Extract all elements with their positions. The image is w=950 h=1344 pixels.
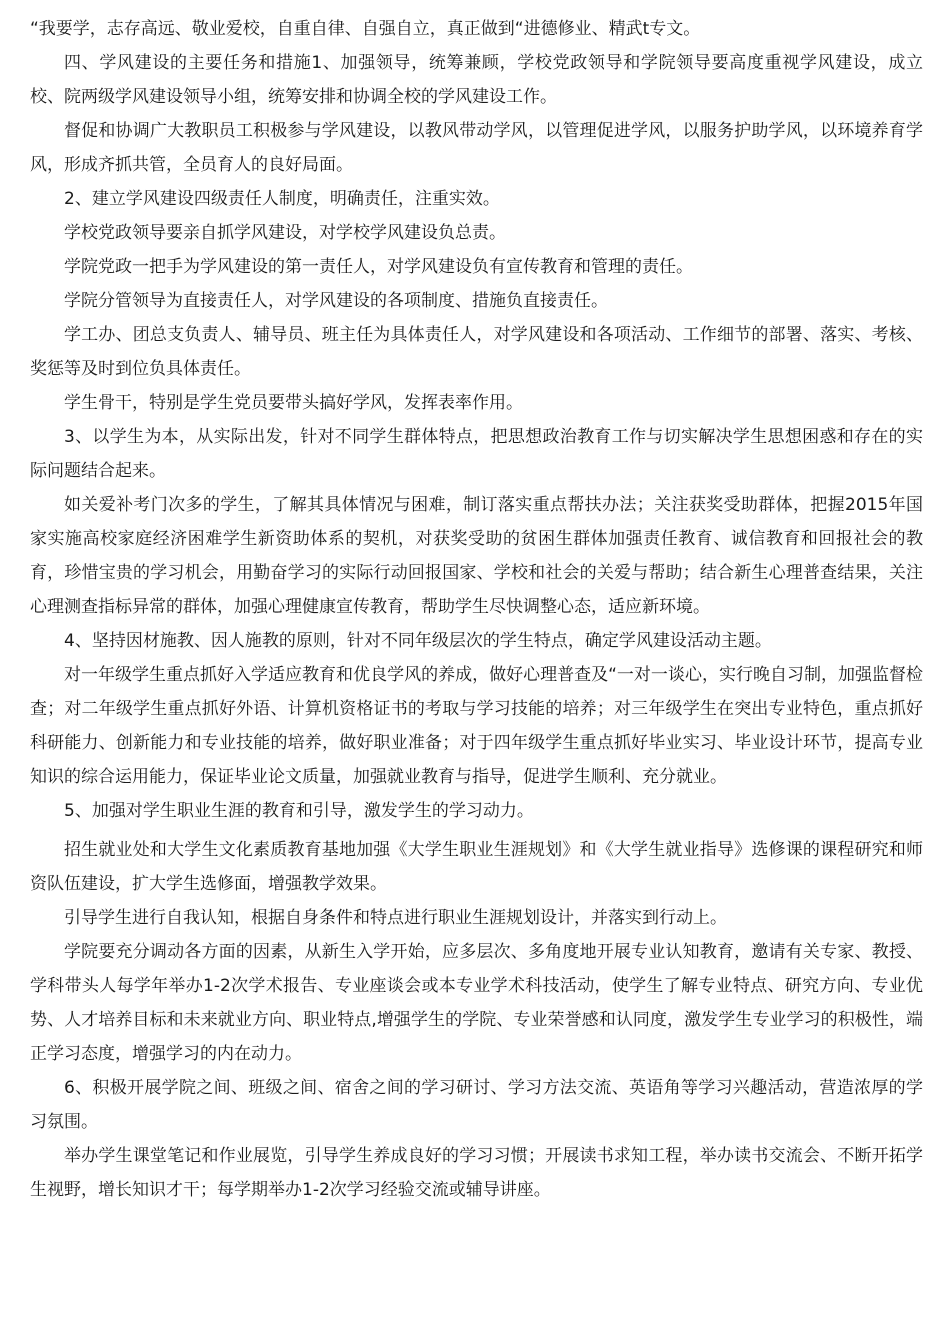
paragraph-16: 引导学生进行自我认知，根据自身条件和特点进行职业生涯规划设计，并落实到行动上。 — [64, 908, 727, 928]
paragraph-11: 如关爱补考门次多的学生，了解其具体情况与困难，制订落实重点帮扶办法；关注获奖受助群体，把握2015年国家实施高校家庭经济困难学生新资助体系的契机，对获奖受助的贫困生群体加强责任教育、诚信教育和回报社会的教育，珍惜宝贵的学习机会，用勤奋学习的实际行动回报国家、学校和社会的关爱与帮助；结合新生心理普查结果，关注心理测查指标异常的群体，加强心理健康宣传教育，帮助学生尽快调整心态，适应新环境。 — [30, 495, 923, 617]
paragraph-9: 学生骨干，特别是学生党员要带头搞好学风，发挥表率作用。 — [64, 393, 523, 413]
paragraph-2: 四、学风建设的主要任务和措施1、加强领导，统筹兼顾，学校党政领导和学院领导要高度重视学风建设，成立校、院两级学风建设领导小组，统筹安排和协调全校的学风建设工作。 — [30, 53, 923, 107]
paragraph-8: 学工办、团总支负责人、辅导员、班主任为具体责任人，对学风建设和各项活动、工作细节的部署、落实、考核、奖惩等及时到位负具体责任。 — [30, 325, 923, 379]
paragraph-5: 学校党政领导要亲自抓学风建设，对学校学风建设负总责。 — [64, 223, 506, 243]
paragraph-17: 学院要充分调动各方面的因素，从新生入学开始，应多层次、多角度地开展专业认知教育，邀请有关专家、教授、学科带头人每学年举办1-2次学术报告、专业座谈会或本专业学术科技活动，使学生了解专业特点、研究方向、专业优势、人才培养目标和未来就业方向、职业特点,增强学生的学院、专业荣誉感和认同度，激发学生专业学习的积极性，端正学习态度，增强学习的内在动力。 — [30, 942, 923, 1064]
paragraph-4: 2、建立学风建设四级责任人制度，明确责任，注重实效。 — [64, 189, 500, 209]
paragraph-13: 对一年级学生重点抓好入学适应教育和优良学风的养成，做好心理普查及“一对一谈心，实行晚自习制，加强监督检查；对二年级学生重点抓好外语、计算机资格证书的考取与学习技能的培养；对三年级学生在突出专业特色，重点抓好科研能力、创新能力和专业技能的培养，做好职业准备；对于四年级学生重点抓好毕业实习、毕业设计环节，提高专业知识的综合运用能力，保证毕业论文质量，加强就业教育与指导，促进学生顺利、充分就业。 — [30, 665, 923, 787]
paragraph-15: 招生就业处和大学生文化素质教育基地加强《大学生职业生涯规划》和《大学生就业指导》选修课的课程研究和师资队伍建设，扩大学生选修面，增强教学效果。 — [30, 840, 923, 894]
paragraph-7: 学院分管领导为直接责任人，对学风建设的各项制度、措施负直接责任。 — [64, 291, 608, 311]
paragraph-3: 督促和协调广大教职员工积极参与学风建设，以教风带动学风，以管理促进学风，以服务护助学风，以环境养育学风，形成齐抓共管，全员育人的良好局面。 — [30, 121, 923, 175]
paragraph-6: 学院党政一把手为学风建设的第一责任人，对学风建设负有宣传教育和管理的责任。 — [64, 257, 693, 277]
paragraph-19: 举办学生课堂笔记和作业展览，引导学生养成良好的学习习惯；开展读书求知工程，举办读书交流会、不断开拓学生视野，增长知识才干；每学期举办1-2次学习经验交流或辅导讲座。 — [30, 1146, 923, 1200]
paragraph-14: 5、加强对学生职业生涯的教育和引导，激发学生的学习动力。 — [64, 801, 534, 821]
paragraph-1: “我要学，志存高远、敬业爱校，自重自律、自强自立，真正做到“进德修业、精武t专文。 — [30, 19, 701, 39]
paragraph-18: 6、积极开展学院之间、班级之间、宿舍之间的学习研讨、学习方法交流、英语角等学习兴趣活动，营造浓厚的学习氛围。 — [30, 1078, 923, 1132]
document-page — [30, 12, 923, 1207]
paragraph-12: 4、坚持因材施教、因人施教的原则，针对不同年级层次的学生特点，确定学风建设活动主题。 — [64, 631, 772, 651]
paragraph-10: 3、以学生为本，从实际出发，针对不同学生群体特点，把思想政治教育工作与切实解决学生思想困惑和存在的实际问题结合起来。 — [30, 427, 923, 481]
